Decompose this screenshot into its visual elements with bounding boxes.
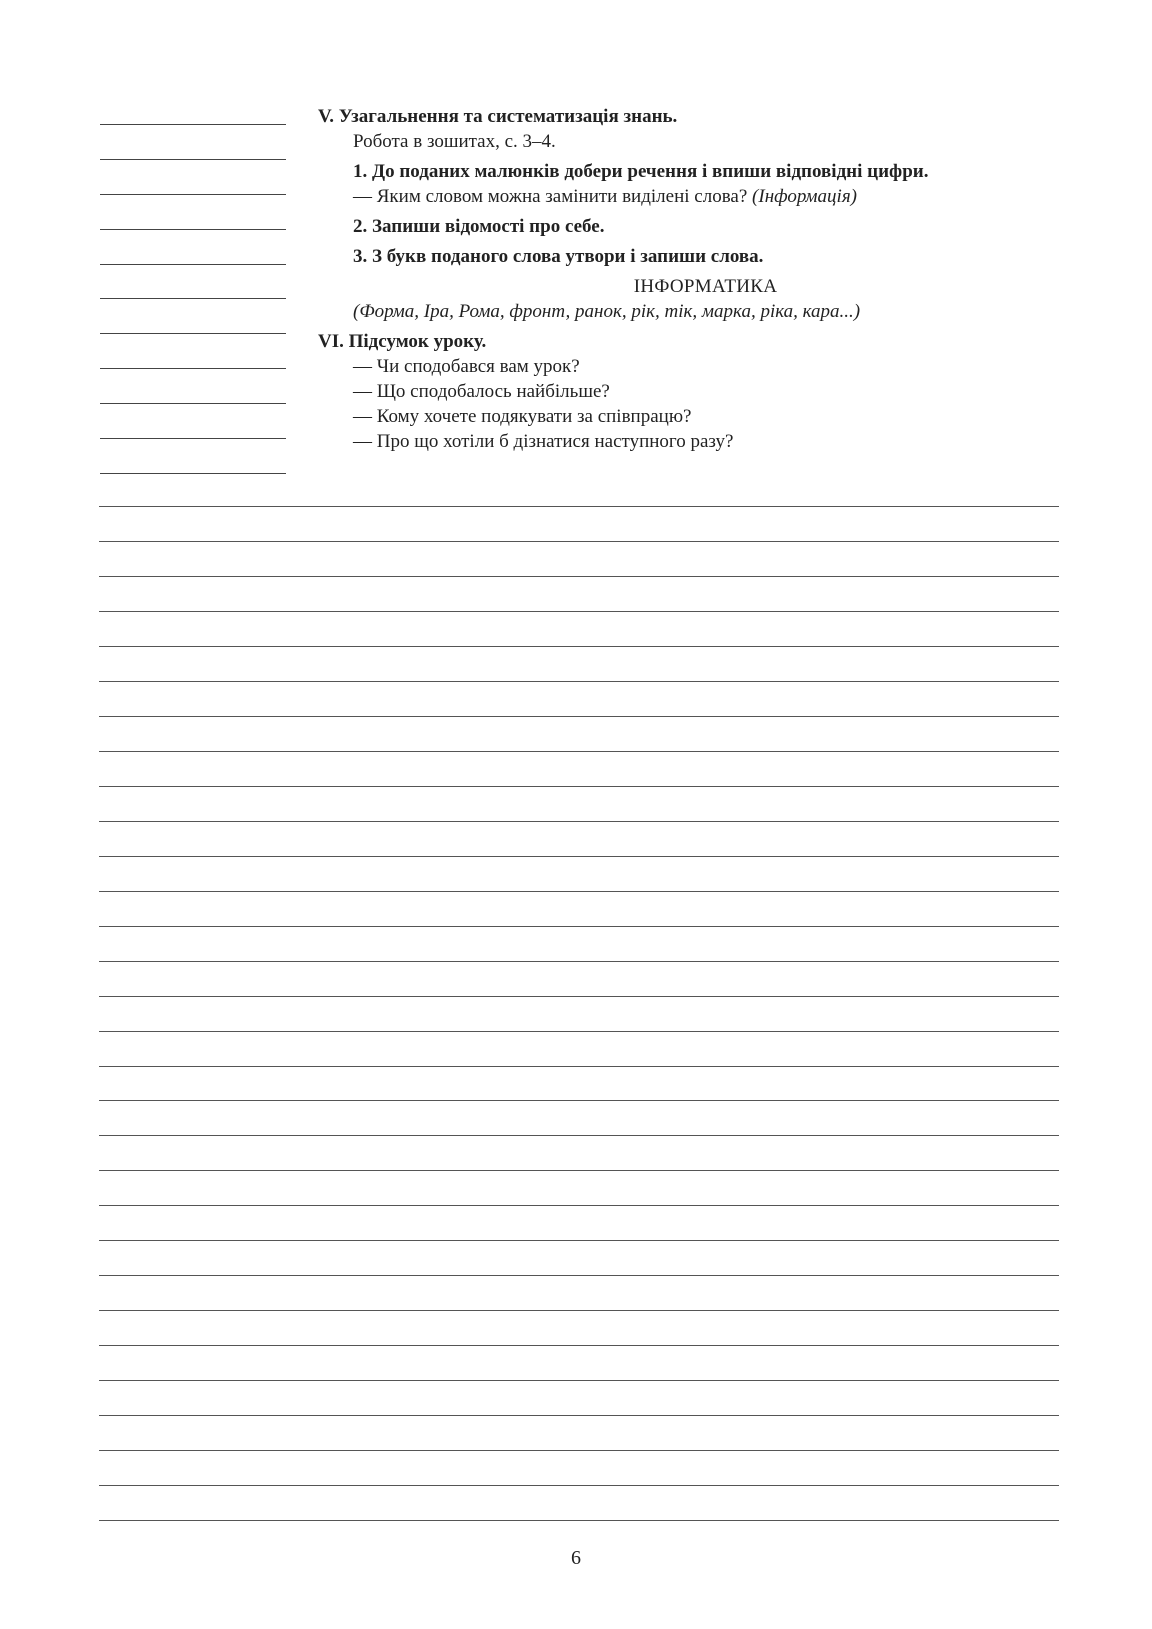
writing-line (99, 1170, 1059, 1171)
writing-line (99, 786, 1059, 787)
writing-line (99, 1205, 1059, 1206)
task-2: 2. Запиши відомості про себе. (353, 216, 605, 237)
writing-line (99, 576, 1059, 577)
writing-line (99, 1380, 1059, 1381)
writing-line (99, 891, 1059, 892)
task-1-question-answer: (Інформація) (752, 186, 857, 207)
writing-line (99, 1310, 1059, 1311)
writing-line (99, 1240, 1059, 1241)
summary-question: — Про що хотіли б дізнатися наступного разу? (353, 431, 734, 452)
writing-line (99, 961, 1059, 962)
page-number: 6 (571, 1547, 581, 1569)
writing-line (99, 1520, 1059, 1521)
writing-line (99, 1066, 1059, 1067)
writing-line (99, 996, 1059, 997)
writing-line (99, 1275, 1059, 1276)
task-1-question-text: — Яким словом можна замінити виділені слова? (353, 186, 753, 207)
task-1: 1. До поданих малюнків добери речення і впиши відповідні цифри. (353, 161, 929, 182)
writing-line (99, 926, 1059, 927)
section-vi-heading: VI. Підсумок уроку. (318, 331, 487, 352)
writing-line (99, 821, 1059, 822)
writing-line (99, 1485, 1059, 1486)
writing-line (99, 751, 1059, 752)
writing-line (99, 1100, 1059, 1101)
writing-line (99, 1031, 1059, 1032)
writing-line (99, 1135, 1059, 1136)
writing-lines-area (99, 0, 1059, 1540)
writing-line (99, 611, 1059, 612)
writing-line (99, 681, 1059, 682)
summary-question: — Чи сподобався вам урок? (353, 356, 580, 377)
writing-line (99, 506, 1059, 507)
task-3-word: ІНФОРМАТИКА (633, 276, 778, 297)
writing-line (99, 646, 1059, 647)
writing-line (99, 1345, 1059, 1346)
writing-line (99, 1415, 1059, 1416)
section-v-heading: V. Узагальнення та систематизація знань. (318, 106, 678, 127)
section-v-intro: Робота в зошитах, с. 3–4. (353, 131, 556, 152)
writing-line (99, 541, 1059, 542)
writing-line (99, 856, 1059, 857)
task-3-words: (Форма, Іра, Рома, фронт, ранок, рік, тік, марка, ріка, кара...) (353, 301, 861, 322)
writing-line (99, 1450, 1059, 1451)
summary-question: — Кому хочете подякувати за співпрацю? (353, 406, 692, 427)
task-3: 3. З букв поданого слова утвори і запиши слова. (353, 246, 764, 267)
writing-line (99, 716, 1059, 717)
summary-question: — Що сподобалось найбільше? (353, 381, 610, 402)
